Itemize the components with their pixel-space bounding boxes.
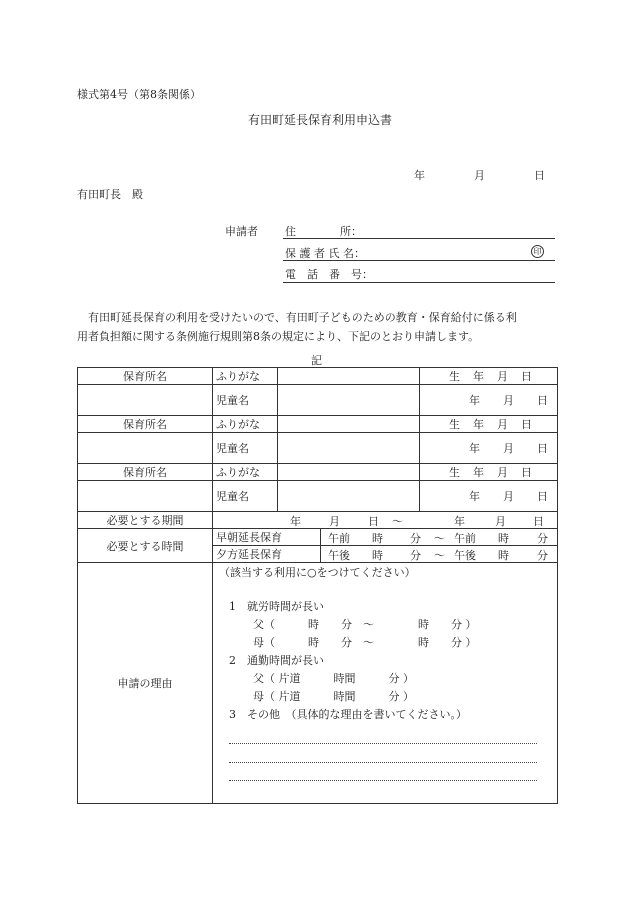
reason-father-1: 父（ 時 分 ～ 時 分 ） [253,618,477,631]
seal-mark [531,244,544,258]
phone-field[interactable] [283,282,555,283]
table-row [78,512,558,529]
evening-care-time-field[interactable]: 午後 時 分 ～ 午後 時 分 [321,546,558,563]
table-row [78,464,558,481]
reason-field[interactable] [213,563,558,804]
addressee: 有田町長 殿 [77,188,143,201]
address-label: 住 所： [285,225,362,238]
guardian-name-label: 保 護 者 氏 名： [285,247,365,260]
date-day-label: 日 [534,169,545,182]
birth-date-header: 生 年 月 日 [420,464,558,481]
reason-label: 申請の理由 [78,563,213,804]
furigana-field[interactable] [278,416,420,433]
early-care-label: 早朝延長保育 [213,529,321,546]
date-month-label: 月 [474,169,485,182]
birth-date-field[interactable]: 年 月 日 [420,481,558,512]
birth-date-header: 生 年 月 日 [420,416,558,433]
furigana-label: ふりがな [213,464,278,481]
reason-mother-1: 母（ 時 分 ～ 時 分 ） [253,636,477,649]
application-table [77,367,558,804]
reason-item-3[interactable]: 3 その他 （具体的な理由を書いてください。） [229,708,467,721]
nursery-label: 保育所名 [78,464,213,481]
table-row [78,385,558,416]
furigana-label: ふりがな [213,416,278,433]
table-row [78,433,558,464]
applicant-label: 申請者 [225,225,258,238]
form-number: 様式第4号（第8条関係） [77,88,201,101]
guardian-name-field[interactable] [283,260,555,261]
child-name-field[interactable] [278,481,420,512]
reason-item-2[interactable]: 2 通勤時間が長い [229,654,324,667]
nursery-name-field[interactable] [78,385,213,416]
reason-line-1[interactable] [229,743,537,744]
address-field[interactable] [283,238,555,239]
nursery-name-field[interactable] [78,481,213,512]
reason-item-1[interactable]: 1 就労時間が長い [229,600,324,613]
child-name-field[interactable] [278,385,420,416]
birth-date-field[interactable]: 年 月 日 [420,385,558,416]
evening-care-label: 夕方延長保育 [213,546,321,563]
birth-date-field[interactable]: 年 月 日 [420,433,558,464]
phone-label: 電 話 番 号： [285,268,373,281]
furigana-label: ふりがな [213,368,278,385]
child-name-label: 児童名 [213,433,278,464]
body-text-line2: 用者負担額に関する条例施行規則第8条の規定により、下記のとおり申請します。 [77,330,480,343]
child-name-label: 児童名 [213,481,278,512]
body-text-line1: 有田町延長保育の利用を受けたいので、有田町子どものための教育・保育給付に係る利 [77,311,517,324]
child-name-field[interactable] [278,433,420,464]
reason-instruction: （該当する利用に○をつけてください） [219,566,416,579]
reason-line-2[interactable] [229,762,537,763]
child-name-label: 児童名 [213,385,278,416]
table-row [78,481,558,512]
period-field[interactable]: 年 月 日 ～ 年 月 日 [213,512,558,529]
table-row [78,368,558,385]
time-label: 必要とする時間 [78,529,213,563]
nursery-name-field[interactable] [78,433,213,464]
reason-father-2: 父（ 片道 時間 分 ） [253,672,414,685]
ki-heading: 記 [311,354,322,367]
birth-date-header: 生 年 月 日 [420,368,558,385]
seal-icon: 印 [531,245,544,258]
furigana-field[interactable] [278,368,420,385]
reason-line-3[interactable] [229,780,537,781]
nursery-label: 保育所名 [78,368,213,385]
nursery-label: 保育所名 [78,416,213,433]
table-row [78,416,558,433]
table-row [78,529,558,546]
table-row [78,563,558,804]
early-care-time-field[interactable]: 午前 時 分 ～ 午前 時 分 [321,529,558,546]
reason-mother-2: 母（ 片道 時間 分 ） [253,690,414,703]
furigana-field[interactable] [278,464,420,481]
period-label: 必要とする期間 [78,512,213,529]
date-year-label: 年 [414,169,425,182]
form-title: 有田町延長保育利用申込書 [248,113,393,127]
